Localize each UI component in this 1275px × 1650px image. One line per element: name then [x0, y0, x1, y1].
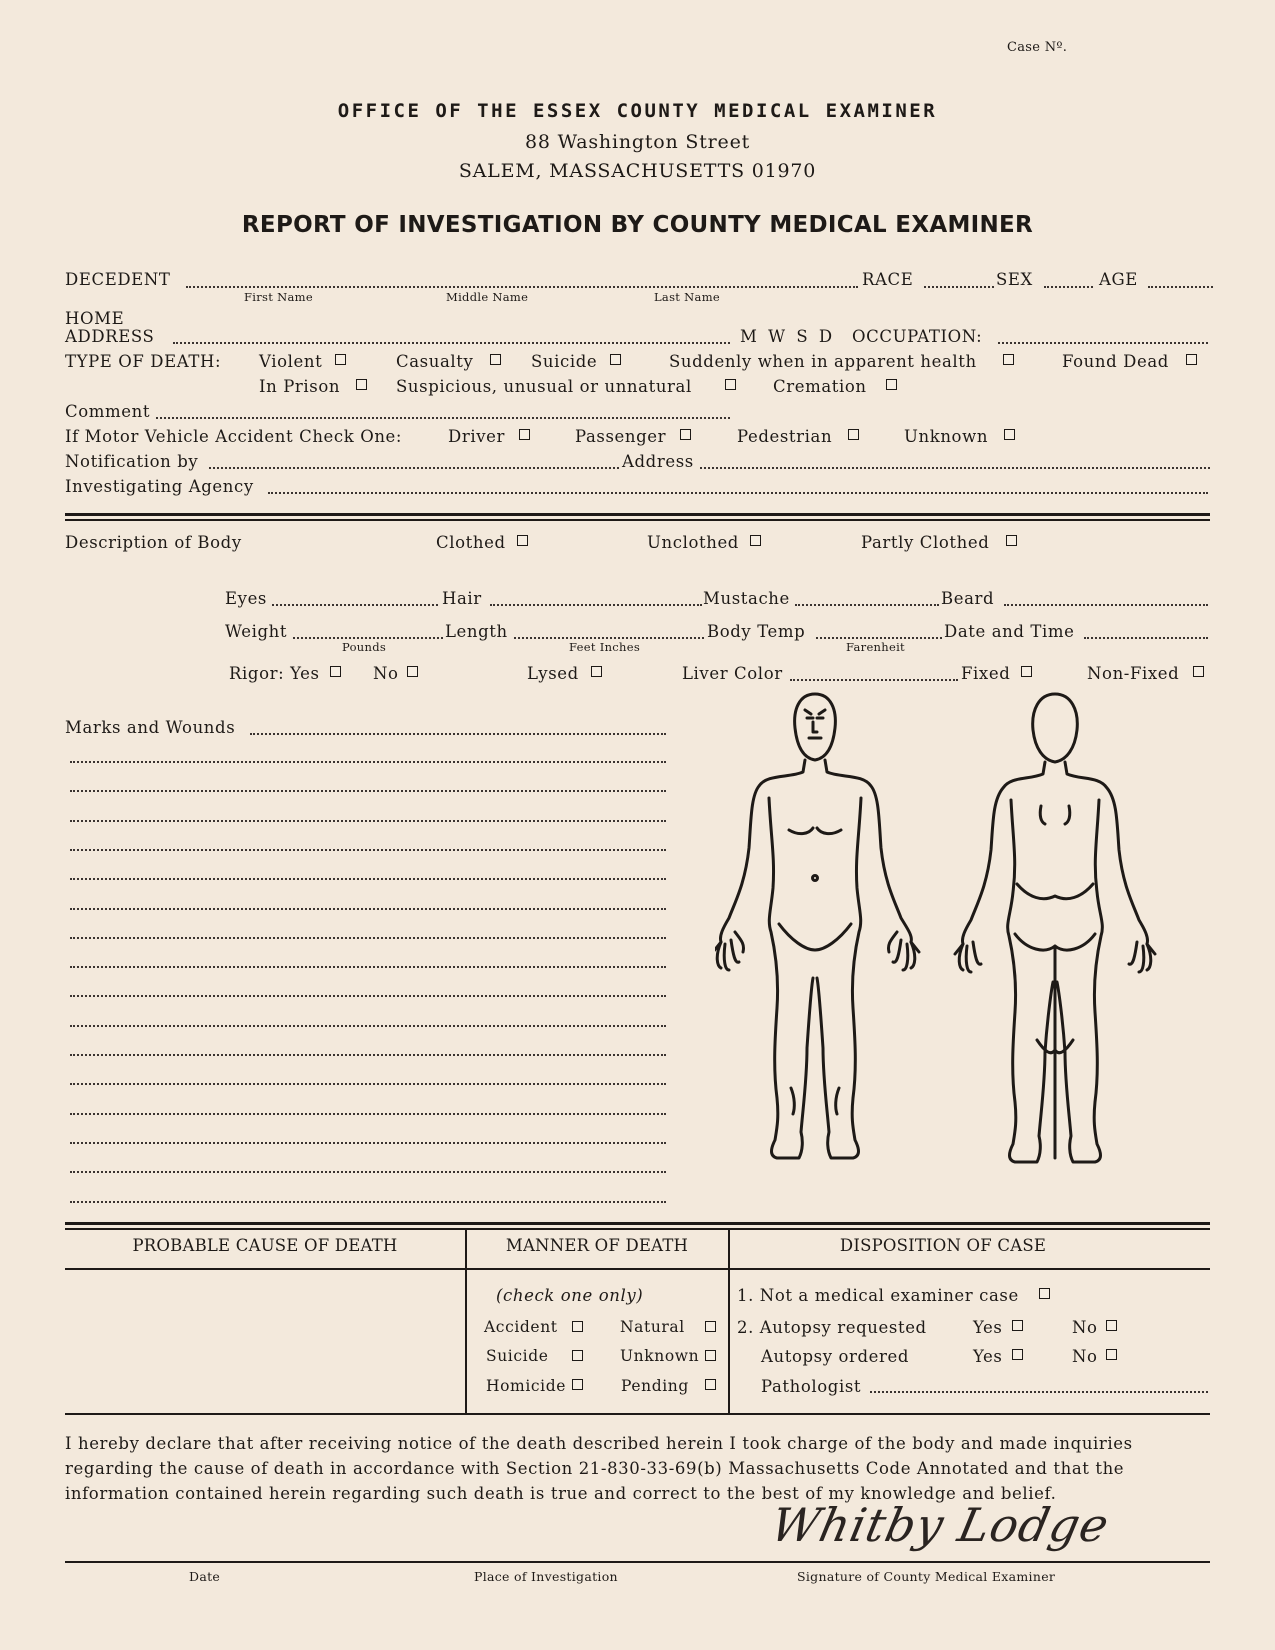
- passenger-checkbox[interactable]: [680, 429, 691, 440]
- autopsy-requested-yes-checkbox[interactable]: [1012, 1320, 1023, 1331]
- violent-checkbox[interactable]: [335, 354, 346, 365]
- decedent-name-field[interactable]: [186, 286, 858, 288]
- marks-wounds-label: Marks and Wounds: [65, 718, 236, 737]
- beard-field[interactable]: [1004, 604, 1208, 606]
- rigor-no-label: No: [373, 664, 399, 683]
- autopsy-ordered-yes-label: Yes: [973, 1347, 1003, 1366]
- lysed-checkbox[interactable]: [591, 666, 602, 677]
- date-time-field[interactable]: [1084, 637, 1208, 639]
- partly-clothed-checkbox[interactable]: [1006, 535, 1017, 546]
- last-name-caption: Last Name: [654, 290, 721, 304]
- declaration-line-3: information contained herein regarding such death is true and correct to the best of my knowledge and belief.: [65, 1484, 1057, 1503]
- declaration-line-1: I hereby declare that after receiving notice of the death described herein I took charge of the body and made inquiries: [65, 1434, 1133, 1453]
- mv-passenger-label: Passenger: [575, 427, 667, 446]
- manner-pending-label: Pending: [621, 1377, 689, 1395]
- option-sudden-label: Suddenly when in apparent health: [669, 352, 977, 371]
- age-label: AGE: [1099, 270, 1138, 289]
- marks-wounds-line[interactable]: [70, 908, 666, 910]
- office-street: 88 Washington Street: [524, 131, 751, 153]
- eyes-field[interactable]: [272, 604, 438, 606]
- eyes-label: Eyes: [225, 589, 267, 608]
- mv-unknown-checkbox[interactable]: [1004, 429, 1015, 440]
- manner-accident-label: Accident: [484, 1318, 558, 1336]
- mv-pedestrian-label: Pedestrian: [737, 427, 833, 446]
- marks-wounds-line[interactable]: [70, 1054, 666, 1056]
- rigor-no-checkbox[interactable]: [407, 666, 418, 677]
- fixed-checkbox[interactable]: [1021, 666, 1032, 677]
- option-found-dead-label: Found Dead: [1062, 352, 1169, 371]
- hair-field[interactable]: [490, 604, 702, 606]
- mv-unknown-label: Unknown: [904, 427, 989, 446]
- non-fixed-checkbox[interactable]: [1193, 666, 1204, 677]
- pathologist-label: Pathologist: [761, 1377, 862, 1396]
- comment-field[interactable]: [156, 417, 730, 419]
- cause-top-rule: [65, 1222, 1210, 1225]
- prison-checkbox[interactable]: [356, 379, 367, 390]
- manner-unknown-checkbox[interactable]: [705, 1350, 716, 1361]
- pedestrian-checkbox[interactable]: [848, 429, 859, 440]
- accident-checkbox[interactable]: [572, 1321, 583, 1332]
- pounds-caption: Pounds: [342, 640, 387, 654]
- marks-wounds-line[interactable]: [70, 878, 666, 880]
- sex-label: SEX: [996, 270, 1033, 289]
- option-casualty-label: Casualty: [396, 352, 474, 371]
- autopsy-requested-no-checkbox[interactable]: [1106, 1320, 1117, 1331]
- autopsy-requested-label: 2. Autopsy requested: [737, 1318, 927, 1337]
- marks-wounds-line[interactable]: [70, 761, 666, 763]
- cause-col-divider-2: [728, 1228, 730, 1413]
- marks-wounds-line[interactable]: [70, 1025, 666, 1027]
- race-field[interactable]: [924, 286, 994, 288]
- check-one-note: (check one only): [496, 1286, 644, 1305]
- cause-col-divider-1: [465, 1228, 467, 1413]
- description-label: Description of Body: [65, 533, 242, 552]
- driver-checkbox[interactable]: [519, 429, 530, 440]
- marks-wounds-line[interactable]: [70, 1201, 666, 1203]
- rigor-yes-checkbox[interactable]: [330, 666, 341, 677]
- autopsy-ordered-no-label: No: [1072, 1347, 1098, 1366]
- marks-wounds-line[interactable]: [70, 820, 666, 822]
- manner-suicide-label: Suicide: [486, 1347, 549, 1365]
- option-suspicious-label: Suspicious, unusual or unnatural: [396, 377, 692, 396]
- autopsy-requested-yes-label: Yes: [973, 1318, 1003, 1337]
- not-me-case-checkbox[interactable]: [1039, 1288, 1050, 1299]
- date-caption: Date: [189, 1569, 221, 1584]
- mustache-label: Mustache: [703, 589, 790, 608]
- marks-wounds-line[interactable]: [70, 1083, 666, 1085]
- agency-label: Investigating Agency: [65, 477, 254, 496]
- cause-header-rule: [65, 1268, 1210, 1270]
- natural-checkbox[interactable]: [705, 1321, 716, 1332]
- hair-label: Hair: [442, 589, 482, 608]
- declaration-line-2: regarding the cause of death in accordance with Section 21-830-33-69(b) Massachusetts Code Annotated and that the: [65, 1459, 1125, 1478]
- middle-name-caption: Middle Name: [446, 290, 529, 304]
- age-field[interactable]: [1148, 286, 1213, 288]
- front-body-figure: [715, 694, 919, 1158]
- pathologist-field[interactable]: [870, 1391, 1208, 1393]
- autopsy-requested-no-label: No: [1072, 1318, 1098, 1337]
- rigor-label: Rigor: Yes: [229, 664, 320, 683]
- clothed-checkbox[interactable]: [517, 535, 528, 546]
- option-prison-label: In Prison: [259, 377, 341, 396]
- non-fixed-label: Non-Fixed: [1087, 664, 1180, 683]
- notification-label: Notification by: [65, 452, 199, 471]
- signature-rule: [65, 1561, 1210, 1563]
- notification-address-field[interactable]: [700, 467, 1210, 469]
- marks-wounds-line[interactable]: [70, 995, 666, 997]
- section-divider-thin: [65, 519, 1210, 521]
- partly-clothed-label: Partly Clothed: [861, 533, 990, 552]
- examiner-signature: Whitby Lodge: [766, 1498, 1115, 1552]
- place-caption: Place of Investigation: [474, 1569, 618, 1584]
- decedent-label: DECEDENT: [65, 270, 171, 289]
- autopsy-ordered-label: Autopsy ordered: [761, 1347, 910, 1366]
- unclothed-checkbox[interactable]: [750, 535, 761, 546]
- marks-wounds-line[interactable]: [70, 966, 666, 968]
- body-diagram: [715, 688, 1210, 1208]
- found-dead-checkbox[interactable]: [1186, 354, 1197, 365]
- notification-address-label: Address: [622, 452, 694, 471]
- comment-label: Comment: [65, 402, 151, 421]
- section-divider: [65, 513, 1210, 516]
- marks-wounds-line[interactable]: [70, 1171, 666, 1173]
- clothed-label: Clothed: [436, 533, 506, 552]
- case-number-label: Case Nº.: [1007, 40, 1068, 55]
- lysed-label: Lysed: [527, 664, 579, 683]
- sudden-death-checkbox[interactable]: [1003, 354, 1014, 365]
- home-label: HOME: [65, 309, 125, 328]
- unclothed-label: Unclothed: [647, 533, 739, 552]
- manner-natural-label: Natural: [620, 1318, 685, 1336]
- marital-status: M W S D: [740, 327, 836, 346]
- address-label: ADDRESS: [65, 327, 155, 346]
- home-address-field[interactable]: [173, 342, 730, 344]
- beard-label: Beard: [941, 589, 995, 608]
- occupation-field[interactable]: [998, 342, 1208, 344]
- manner-suicide-checkbox[interactable]: [572, 1350, 583, 1361]
- cause-bottom-rule: [65, 1413, 1210, 1415]
- disposition-header: DISPOSITION OF CASE: [839, 1236, 1047, 1255]
- mv-driver-label: Driver: [448, 427, 505, 446]
- manner-unknown-label: Unknown: [620, 1347, 700, 1365]
- motor-vehicle-label: If Motor Vehicle Accident Check One:: [65, 427, 403, 446]
- feet-inches-caption: Feet Inches: [569, 640, 641, 654]
- marks-wounds-line[interactable]: [70, 1113, 666, 1115]
- weight-field[interactable]: [293, 637, 443, 639]
- option-suicide-label: Suicide: [531, 352, 598, 371]
- not-me-case-label: 1. Not a medical examiner case: [737, 1286, 1019, 1305]
- office-name: OFFICE OF THE ESSEX COUNTY MEDICAL EXAMINER: [337, 100, 938, 122]
- sex-field[interactable]: [1044, 286, 1093, 288]
- body-temp-label: Body Temp: [707, 622, 806, 641]
- length-field[interactable]: [514, 637, 704, 639]
- marks-wounds-line[interactable]: [70, 790, 666, 792]
- pending-checkbox[interactable]: [705, 1379, 716, 1390]
- notification-field[interactable]: [209, 467, 619, 469]
- date-time-label: Date and Time: [944, 622, 1075, 641]
- suspicious-checkbox[interactable]: [725, 379, 736, 390]
- weight-label: Weight: [225, 622, 288, 641]
- homicide-checkbox[interactable]: [572, 1379, 583, 1390]
- first-name-caption: First Name: [244, 290, 313, 304]
- marks-wounds-line[interactable]: [70, 937, 666, 939]
- race-label: RACE: [862, 270, 914, 289]
- signature-caption: Signature of County Medical Examiner: [797, 1569, 1056, 1584]
- liver-color-label: Liver Color: [682, 664, 783, 683]
- option-violent-label: Violent: [259, 352, 323, 371]
- marks-wounds-line[interactable]: [70, 849, 666, 851]
- mustache-field[interactable]: [795, 604, 939, 606]
- autopsy-ordered-yes-checkbox[interactable]: [1012, 1349, 1023, 1360]
- agency-field[interactable]: [268, 492, 1208, 494]
- manner-homicide-label: Homicide: [486, 1377, 567, 1395]
- fixed-label: Fixed: [961, 664, 1011, 683]
- probable-cause-header: PROBABLE CAUSE OF DEATH: [132, 1236, 398, 1255]
- marks-wounds-line[interactable]: [70, 1142, 666, 1144]
- cremation-checkbox[interactable]: [886, 379, 897, 390]
- back-body-figure: [955, 694, 1155, 1162]
- occupation-label: OCCUPATION:: [852, 327, 983, 346]
- marks-wounds-line[interactable]: [250, 733, 666, 735]
- autopsy-ordered-no-checkbox[interactable]: [1106, 1349, 1117, 1360]
- option-cremation-label: Cremation: [773, 377, 867, 396]
- manner-header: MANNER OF DEATH: [505, 1236, 689, 1255]
- suicide-checkbox[interactable]: [610, 354, 621, 365]
- body-temp-field[interactable]: [816, 637, 942, 639]
- cause-top-rule-thin: [65, 1228, 1210, 1230]
- office-city: SALEM, MASSACHUSETTS 01970: [458, 160, 817, 182]
- farenheit-caption: Farenheit: [846, 640, 905, 654]
- length-label: Length: [445, 622, 508, 641]
- casualty-checkbox[interactable]: [490, 354, 501, 365]
- type-of-death-label: TYPE OF DEATH:: [65, 352, 222, 371]
- liver-color-field[interactable]: [790, 679, 958, 681]
- report-title: REPORT OF INVESTIGATION BY COUNTY MEDICAL EXAMINER: [241, 212, 1034, 238]
